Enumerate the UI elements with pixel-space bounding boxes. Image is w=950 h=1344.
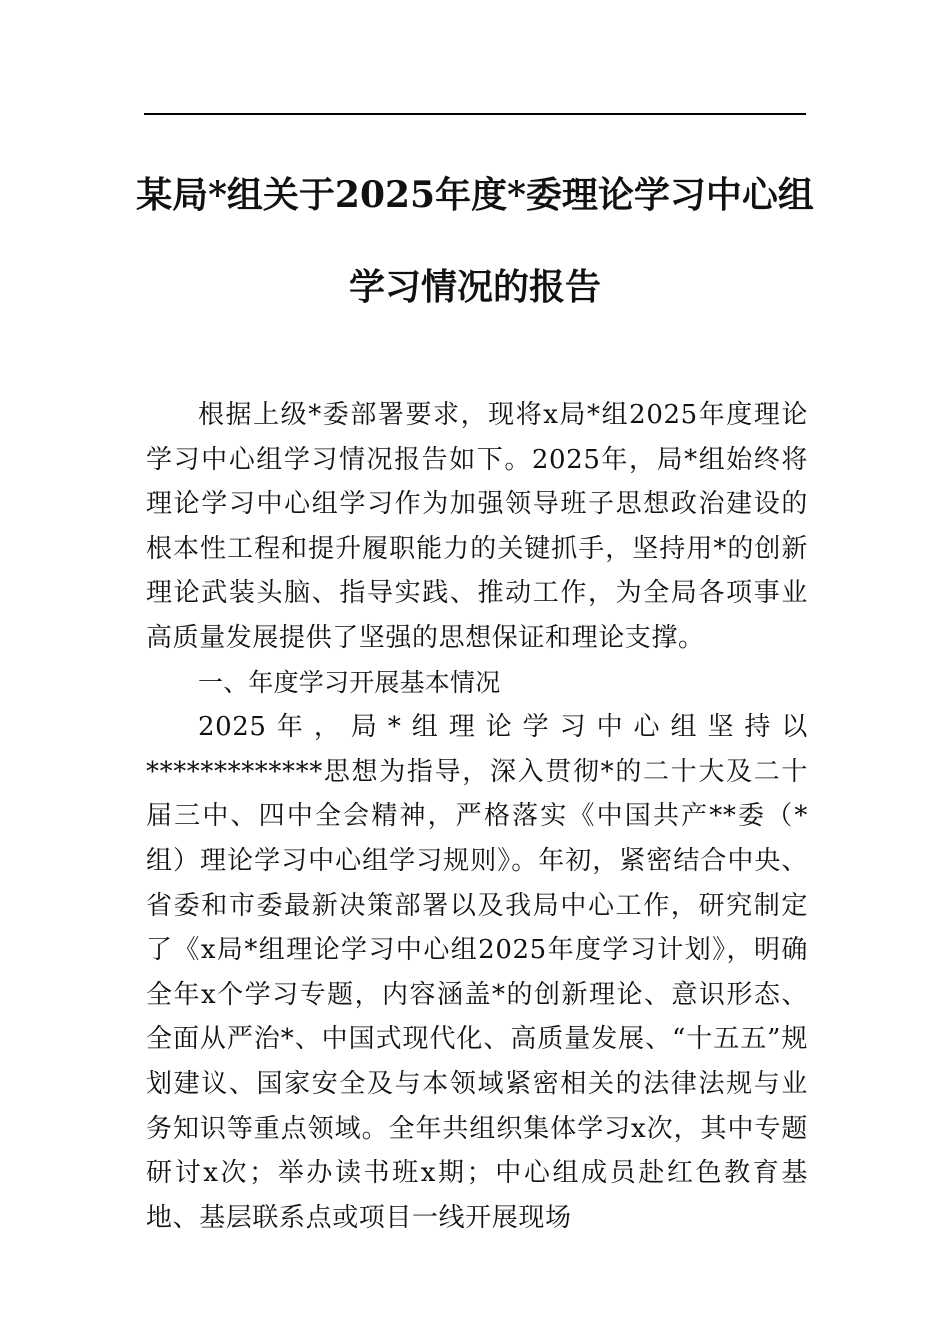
header-rule	[144, 113, 806, 115]
section-heading: 一、年度学习开展基本情况	[198, 667, 501, 697]
document-title-line-1: 某局*组关于2025年度*委理论学习中心组	[136, 174, 814, 216]
section-paragraph: 2025年，局*组理论学习中心组坚持以*************思想为指导，深入贯彻*的二十大及二十届三中、四中全会精神，严格落实《中国共产**委（*组）理论学习中心组学习规则》。年初，紧密结合中央、省委和市委最新决策部署以及我局中心工作，研究制定了《x局*组理论学习中心组2025年度学习计划》，明确全年x个学习专题，内容涵盖*的创新理论、意识形态、全面从严治*、中国式现代化、高质量发展、“十五五”规划建议、国家安全及与本领域紧密相关的法律法规与业务知识等重点领域。全年共组织集体学习x次，其中专题研讨x次；举办读书班x期；中心组成员赴红色教育基地、基层联系点或项目一线开展现场	[146, 712, 808, 1233]
document-body	[146, 393, 808, 1240]
document-title-line-2: 学习情况的报告	[348, 266, 601, 308]
intro-paragraph: 根据上级*委部署要求，现将x局*组2025年度理论学习中心组学习情况报告如下。2025年，局*组始终将理论学习中心组学习作为加强领导班子思想政治建设的根本性工程和提升履职能力的关键抓手，坚持用*的创新理论武装头脑、指导实践、推动工作，为全局各项事业高质量发展提供了坚强的思想保证和理论支撑。	[146, 400, 808, 653]
